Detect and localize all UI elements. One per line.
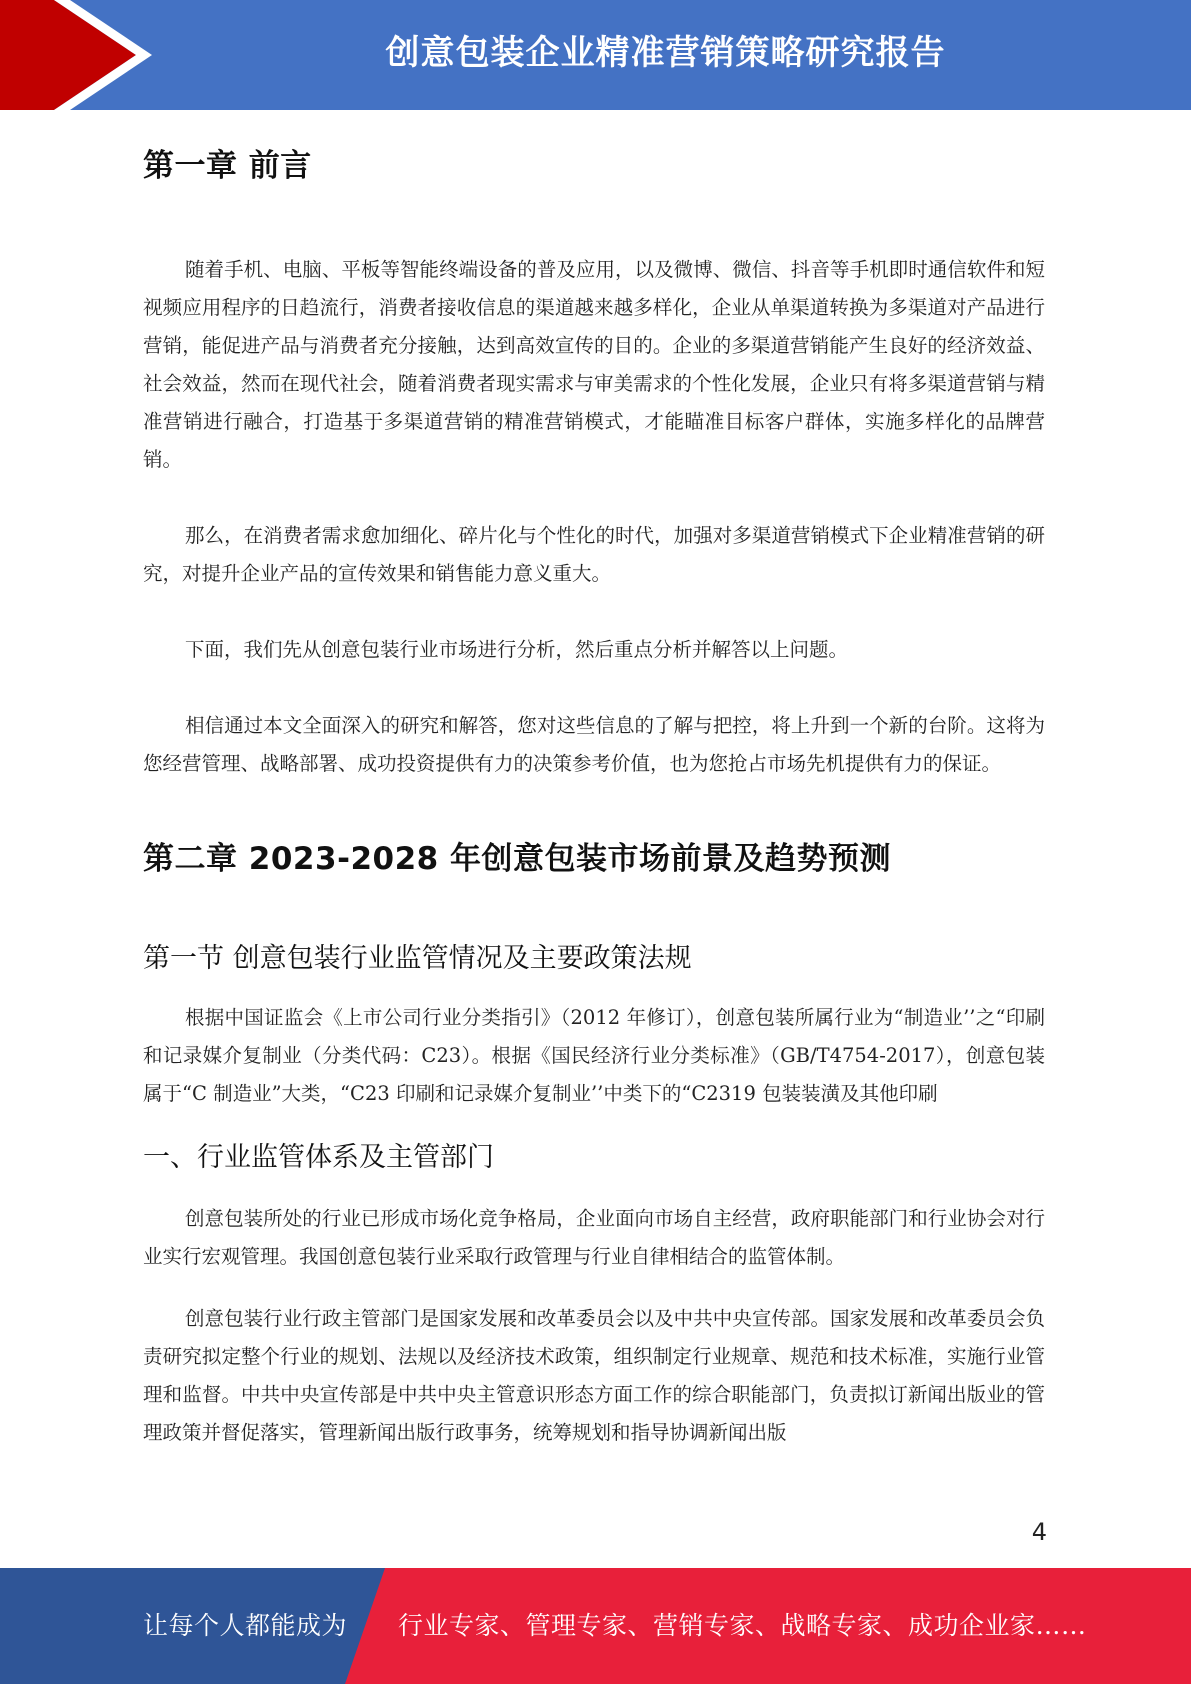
- report-title: 创意包装企业精准营销策略研究报告: [385, 33, 946, 73]
- page-footer: [0, 1568, 1191, 1684]
- section-1-paragraph: 根据中国证监会《上市公司行业分类指引》（2012 年修订），创意包装所属行业为“制造业’’之“印刷和记录媒介复制业（分类代码：C23）。根据《国民经济行业分类标准》（GB/T4754-2017），创意包装属于“C 制造业”大类，“C23 印刷和记录媒介复制业’’中类下的“C2319 包装装潢及其他印刷: [143, 1006, 1045, 1105]
- page-number: 4: [1031, 1518, 1047, 1546]
- chapter-1-paragraph-4: 相信通过本文全面深入的研究和解答，您对这些信息的了解与把控，将上升到一个新的台阶。这将为您经营管理、战略部署、成功投资提供有力的决策参考价值，也为您抢占市场先机提供有力的保证。: [143, 714, 1045, 775]
- footer-slogan-right: 行业专家、管理专家、营销专家、战略专家、成功企业家……: [398, 1611, 1087, 1640]
- footer-slogan-left: 让每个人都能成为: [143, 1611, 348, 1640]
- subsection-1-paragraph-1: 创意包装所处的行业已形成市场化竞争格局，企业面向市场自主经营，政府职能部门和行业协会对行业实行宏观管理。我国创意包装行业采取行政管理与行业自律相结合的监管体制。: [143, 1207, 1045, 1268]
- chapter-1-title: 第一章 前言: [143, 148, 312, 184]
- chapter-1-paragraph-1: 随着手机、电脑、平板等智能终端设备的普及应用，以及微博、微信、抖音等手机即时通信软件和短视频应用程序的日趋流行，消费者接收信息的渠道越来越多样化，企业从单渠道转换为多渠道对产品进行营销，能促进产品与消费者充分接触，达到高效宣传的目的。企业的多渠道营销能产生良好的经济效益、社会效益，然而在现代社会，随着消费者现实需求与审美需求的个性化发展，企业只有将多渠道营销与精准营销进行融合，打造基于多渠道营销的精准营销模式，才能瞄准目标客户群体，实施多样化的品牌营销。: [143, 258, 1045, 471]
- chevron-arrow-icon: [0, 0, 160, 110]
- page-header: [0, 0, 1191, 110]
- chapter-2-title: 第二章 2023-2028 年创意包装市场前景及趋势预测: [143, 841, 892, 877]
- subsection-1-title: 一、行业监管体系及主管部门: [143, 1142, 494, 1173]
- document-body: [143, 110, 1045, 1452]
- subsection-1-paragraph-2: 创意包装行业行政主管部门是国家发展和改革委员会以及中共中央宣传部。国家发展和改革委员会负责研究拟定整个行业的规划、法规以及经济技术政策，组织制定行业规章、规范和技术标准，实施行业管理和监督。中共中央宣传部是中共中央主管意识形态方面工作的综合职能部门，负责拟订新闻出版业的管理政策并督促落实，管理新闻出版行政事务，统筹规划和指导协调新闻出版: [143, 1307, 1045, 1444]
- chapter-1-paragraph-2: 那么，在消费者需求愈加细化、碎片化与个性化的时代，加强对多渠道营销模式下企业精准营销的研究，对提升企业产品的宣传效果和销售能力意义重大。: [143, 524, 1045, 585]
- chapter-1-paragraph-3: 下面，我们先从创意包装行业市场进行分析，然后重点分析并解答以上问题。: [185, 638, 849, 661]
- section-1-title: 第一节 创意包装行业监管情况及主要政策法规: [143, 943, 692, 974]
